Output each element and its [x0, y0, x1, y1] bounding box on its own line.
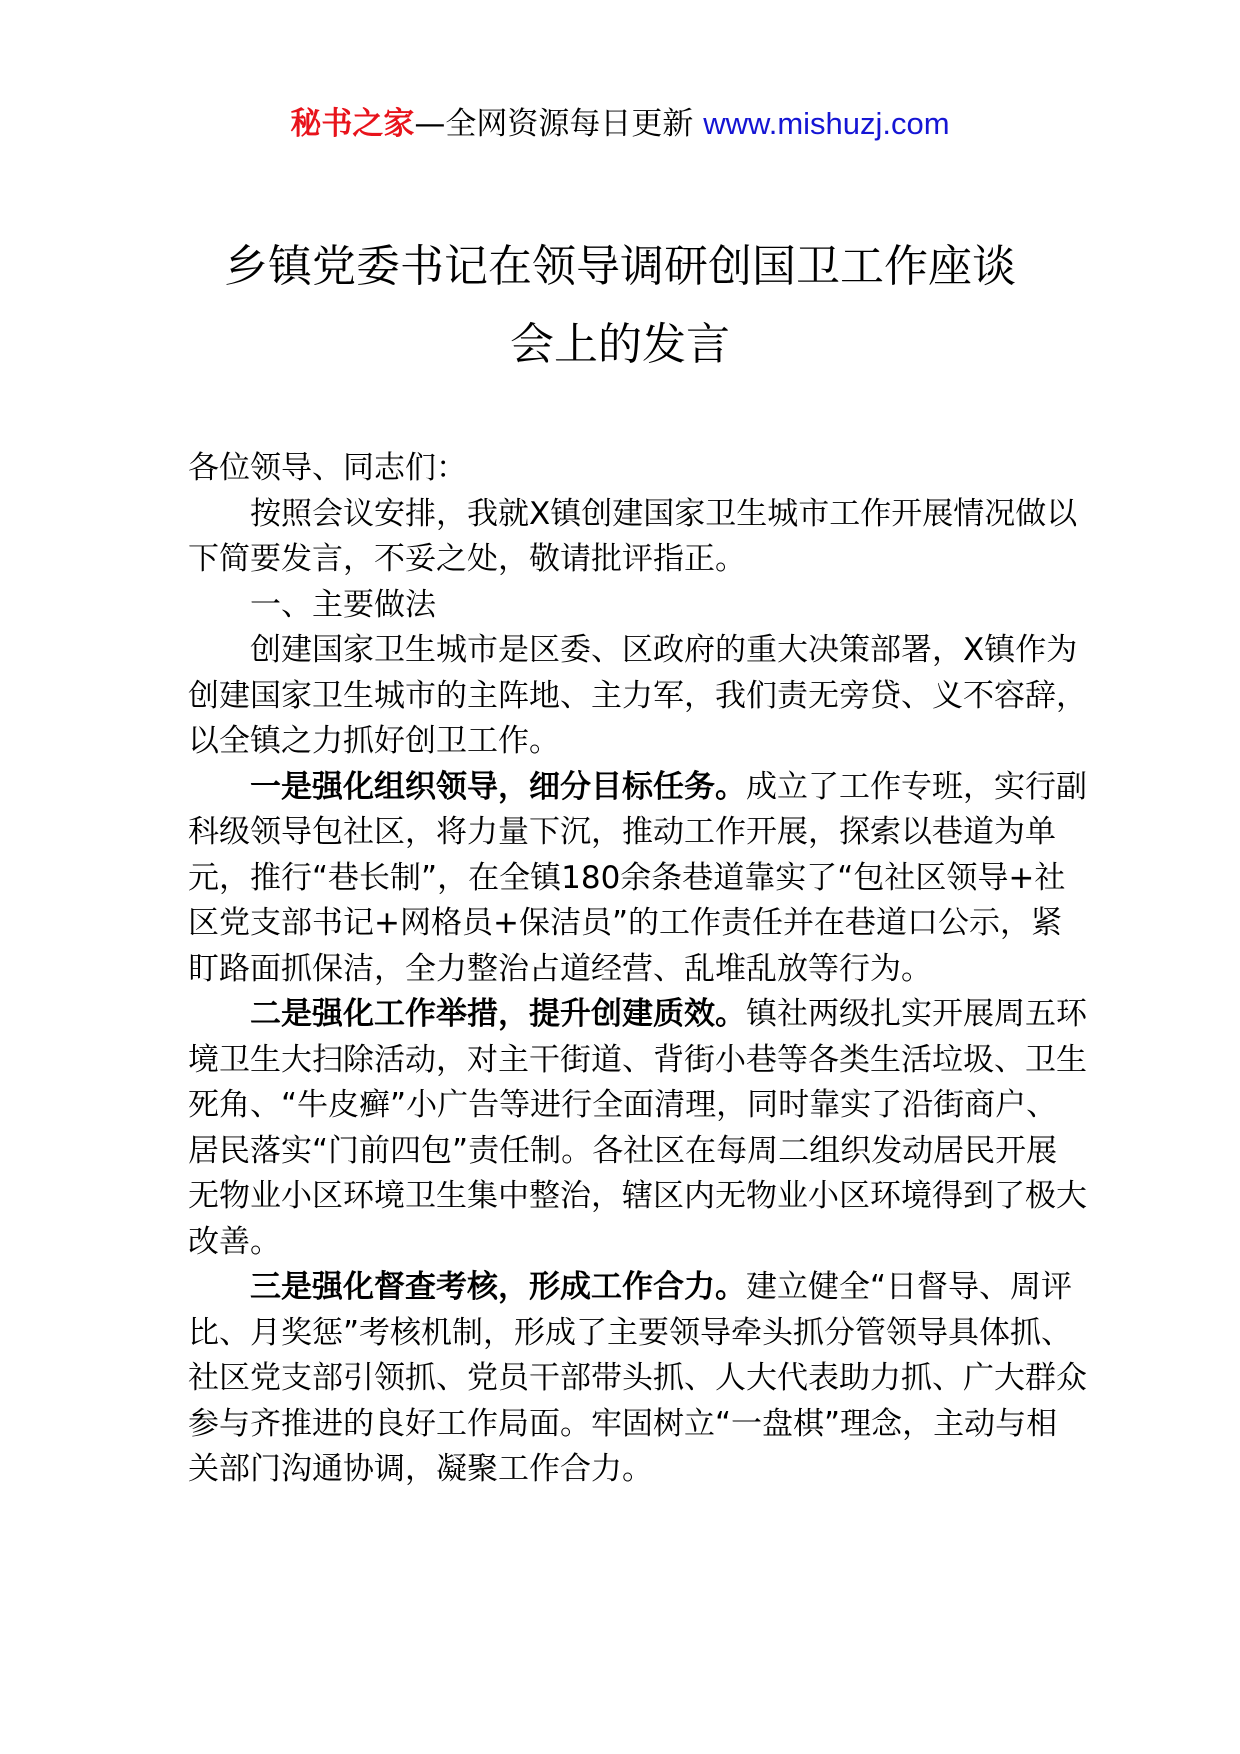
point-3-paragraph: [188, 1265, 1088, 1493]
header-tagline: —全网资源每日更新: [414, 106, 704, 142]
section-heading: 一、主要做法: [250, 586, 436, 623]
brand-name: 秘书之家: [290, 106, 415, 142]
point-3-text: 建立健全“日督导、周评比、月奖惩”考核机制，形成了主要领导牵头抓分管领导具体抓、社区党支部引领抓、党员干部带头抓、人大代表助力抓、广大群众参与齐推进的良好工作局面。牢固树立“一盘棋”理念，主动与相关部门沟通协调，凝聚工作合力。: [188, 1269, 1087, 1487]
point-2-paragraph: [188, 992, 1088, 1265]
point-2-lead: 二是强化工作举措，提升创建质效。: [250, 996, 746, 1032]
salutation: 各位领导、同志们：: [188, 450, 467, 486]
title-line-2: 会上的发言: [510, 319, 730, 370]
point-1-lead: 一是强化组织领导，细分目标任务。: [250, 768, 746, 805]
site-url-link[interactable]: www.mishuzj.com: [703, 106, 950, 141]
site-header: [0, 104, 1240, 144]
point-1-paragraph: [188, 765, 1088, 993]
point-2-text: 镇社两级扎实开展周五环境卫生大扫除活动，对主干街道、背街小巷等各类生活垃圾、卫生死角、“牛皮癣”小广告等进行全面清理，同时靠实了沿街商户、居民落实“门前四包”责任制。各社区在每周二组织发动居民开展无物业小区环境卫生集中整治，辖区内无物业小区环境得到了极大改善。: [188, 996, 1087, 1260]
intro-paragraph: 按照会议安排，我就X镇创建国家卫生城市工作开展情况做以下简要发言，不妥之处，敬请批评指正。: [188, 495, 1078, 577]
document-title: [0, 228, 1240, 384]
point-3-lead: 三是强化督查考核，形成工作合力。: [250, 1269, 746, 1305]
section-paragraph: 创建国家卫生城市是区委、区政府的重大决策部署，X镇作为创建国家卫生城市的主阵地、主力军，我们责无旁贷、义不容辞，以全镇之力抓好创卫工作。: [188, 632, 1087, 759]
document-body: [188, 446, 1088, 1493]
point-1-text: 成立了工作专班，实行副科级领导包社区，将力量下沉，推动工作开展，探索以巷道为单元，推行“巷长制”，在全镇180余条巷道靠实了“包社区领导+社区党支部书记+网格员+保洁员”的工作责任并在巷道口公示，紧盯路面抓保洁，全力整治占道经营、乱堆乱放等行为。: [188, 768, 1087, 987]
title-line-1: 乡镇党委书记在领导调研创国卫工作座谈: [224, 241, 1016, 292]
